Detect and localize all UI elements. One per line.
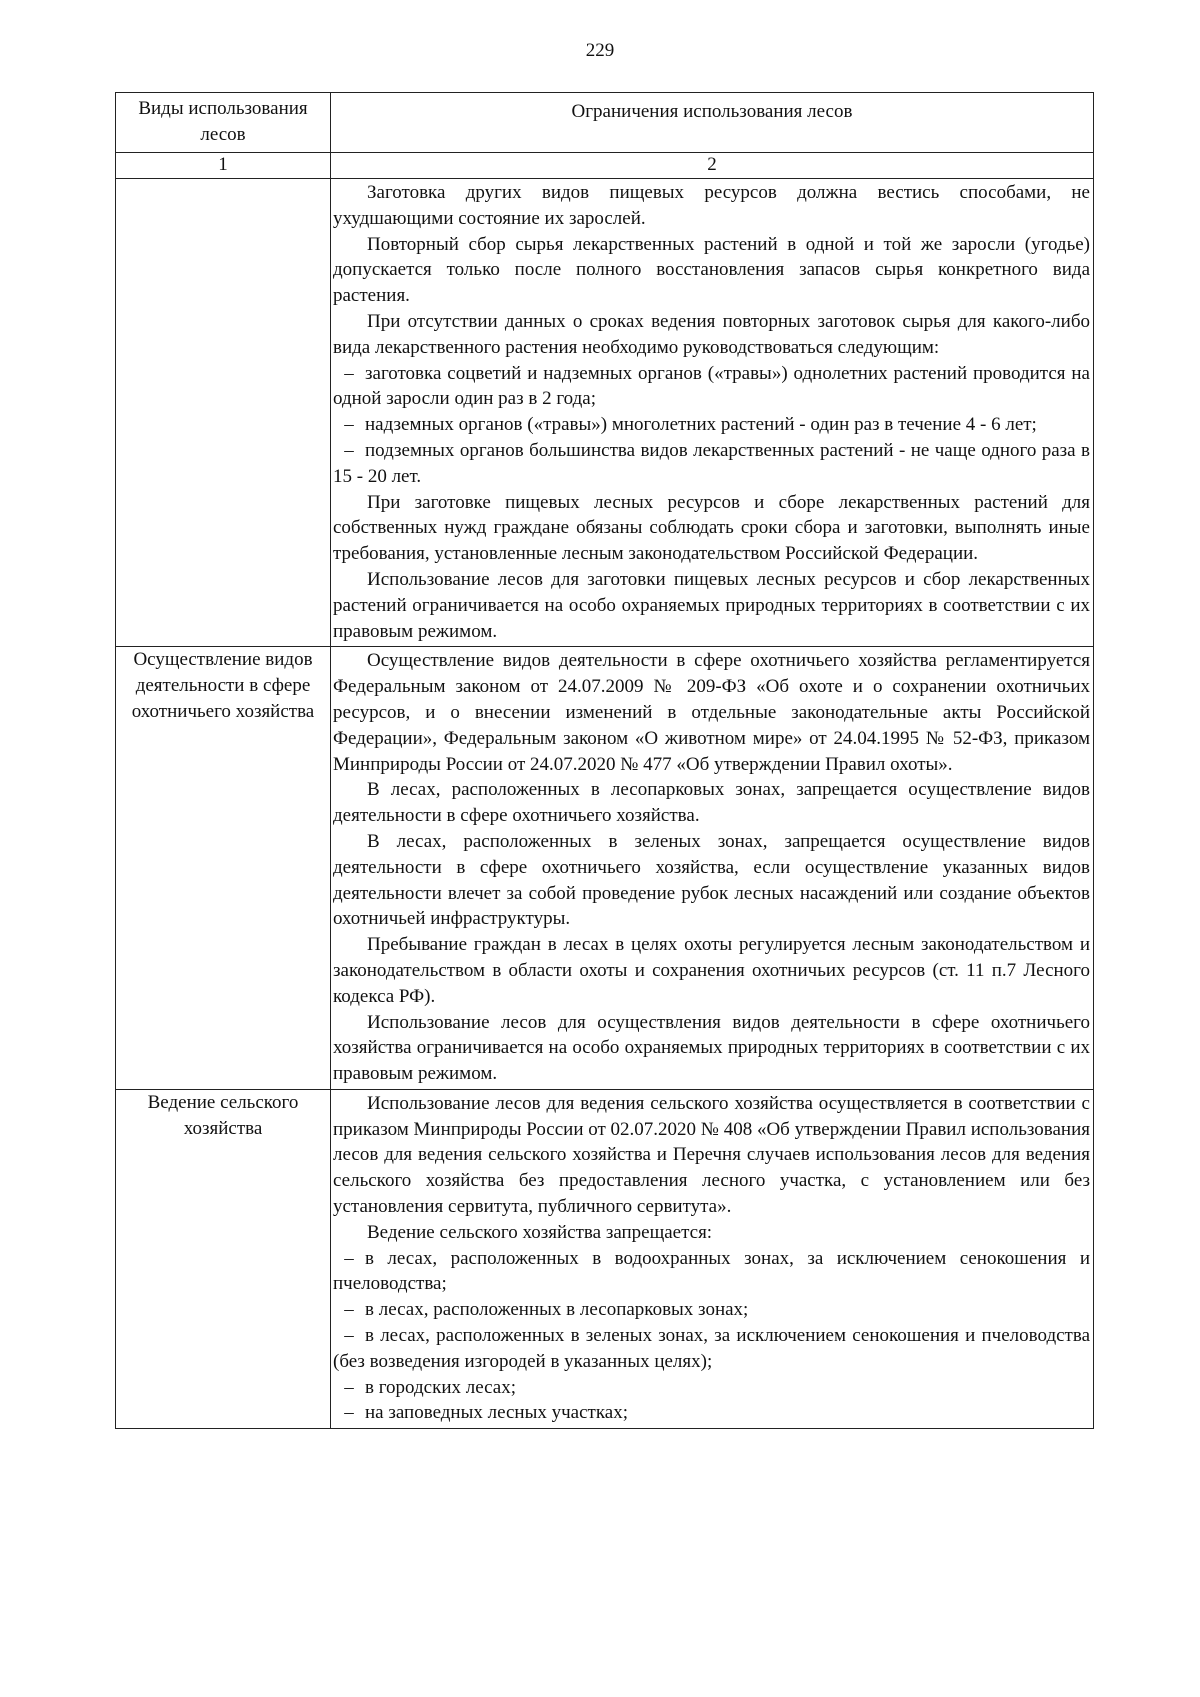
table-row [116,647,1094,1090]
usage-type-cell: Ведение сельского хозяйства [116,1089,331,1428]
list-dash: – [344,1299,354,1321]
list-item [333,1297,1090,1323]
list-item-text: в лесах, расположенных в водоохранных зонах, за исключением сенокошения и пчеловодства; [333,1247,1090,1295]
list-item-text: в городских лесах; [365,1376,517,1398]
paragraph: В лесах, расположенных в зеленых зонах, запрещается осуществление видов деятельности в сфере охотничьего хозяйства, если осуществление указанных видов деятельности влечет за собой проведение рубок лесных насаждений или создание объектов охотничьей инфраструктуры. [333,830,1090,930]
column-number-1: 1 [116,153,331,179]
paragraph: Использование лесов для осуществления видов деятельности в сфере охотничьего хозяйства ограничивается на особо охраняемых природных территориях в соответствии с их правовым режимом. [333,1011,1090,1085]
paragraph: Ведение сельского хозяйства запрещается: [367,1221,713,1243]
list-dash: – [344,1325,354,1347]
list-item [333,361,1090,413]
list-item [333,1400,1090,1426]
column-number-2: 2 [331,153,1094,179]
paragraph: Осуществление видов деятельности в сфере охотничьего хозяйства регламентируется Федеральным законом от 24.07.2009 № 209-ФЗ «Об охоте и о сохранении охотничьих ресурсов, и о внесении изменений в отдельные законодательные акты Российской Федерации», Федеральным законом «О животном мире» от 24.04.1995 № 52-ФЗ, приказом Минприроды России от 24.07.2020 № 477 «Об утверждении Правил охоты». [333,650,1090,775]
list-item [333,1246,1090,1298]
restrictions-cell [331,179,1094,647]
list-dash: – [344,1247,354,1269]
forest-use-restrictions-table [115,92,1094,1429]
paragraph: Использование лесов для ведения сельского хозяйства осуществляется в соответствии с приказом Минприроды России от 02.07.2020 № 408 «Об утверждении Правил использования лесов для ведения сельского хозяйства и Перечня случаев использования лесов для ведения сельского хозяйства без предоставления лесного участка, с установлением или без установления сервитута, публичного сервитута». [333,1092,1090,1218]
header-restrictions: Ограничения использования лесов [331,93,1094,153]
table-row [116,179,1094,647]
paragraph: При заготовке пищевых лесных ресурсов и сборе лекарственных растений для собственных нужд граждане обязаны соблюдать сроки сбора и заготовки, выполнять иные требования, установленные лесным законодательством Российской Федерации. [333,491,1090,565]
paragraph: Повторный сбор сырья лекарственных растений в одной и той же заросли (угодье) допускается только после полного восстановления запасов сырья конкретного вида растения. [333,233,1090,307]
list-item-text: заготовка соцветий и надземных органов («травы») однолетних растений проводится на одной заросли один раз в 2 года; [333,362,1090,410]
table-header-row [116,93,1094,153]
list-item-text: на заповедных лесных участках; [365,1402,628,1424]
list-dash: – [344,439,354,461]
list-item-text: в лесах, расположенных в лесопарковых зонах; [365,1299,749,1321]
list-item [333,412,1090,438]
list-dash: – [344,414,354,436]
list-item-text: подземных органов большинства видов лекарственных растений - не чаще одного раза в 15 - 20 лет. [333,439,1090,487]
table-row [116,1089,1094,1428]
list-item [333,1323,1090,1375]
list-item-text: надземных органов («травы») многолетних растений - один раз в течение 4 - 6 лет; [365,414,1037,436]
list-dash: – [344,1376,354,1398]
page-number: 229 [585,40,615,61]
restrictions-cell [331,1089,1094,1428]
list-item [333,438,1090,490]
usage-type-cell [116,179,331,647]
restrictions-cell [331,647,1094,1090]
list-item-text: в лесах, расположенных в зеленых зонах, за исключением сенокошения и пчеловодства (без возведения изгородей в указанных целях); [333,1325,1090,1372]
column-number-row [116,153,1094,179]
paragraph: Пребывание граждан в лесах в целях охоты регулируется лесным законодательством и законодательством в области охоты и сохранения охотничьих ресурсов (ст. 11 п.7 Лесного кодекса РФ). [333,934,1090,1007]
list-dash: – [344,362,354,384]
list-item [333,1375,1090,1401]
paragraph: В лесах, расположенных в лесопарковых зонах, запрещается осуществление видов деятельности в сфере охотничьего хозяйства. [333,779,1090,827]
usage-type-cell: Осуществление видов деятельности в сфере охотничьего хозяйства [116,647,331,1090]
paragraph: Использование лесов для заготовки пищевых лесных ресурсов и сбор лекарственных растений ограничивается на особо охраняемых природных территориях в соответствии с их правовым режимом. [333,568,1090,642]
header-usage-types: Виды использования лесов [116,93,331,153]
paragraph: Заготовка других видов пищевых ресурсов должна вестись способами, не ухудшающими состояние их зарослей. [333,182,1090,229]
paragraph: При отсутствии данных о сроках ведения повторных заготовок сырья для какого-либо вида лекарственного растения необходимо руководствоваться следующим: [333,310,1090,358]
list-dash: – [344,1402,354,1424]
